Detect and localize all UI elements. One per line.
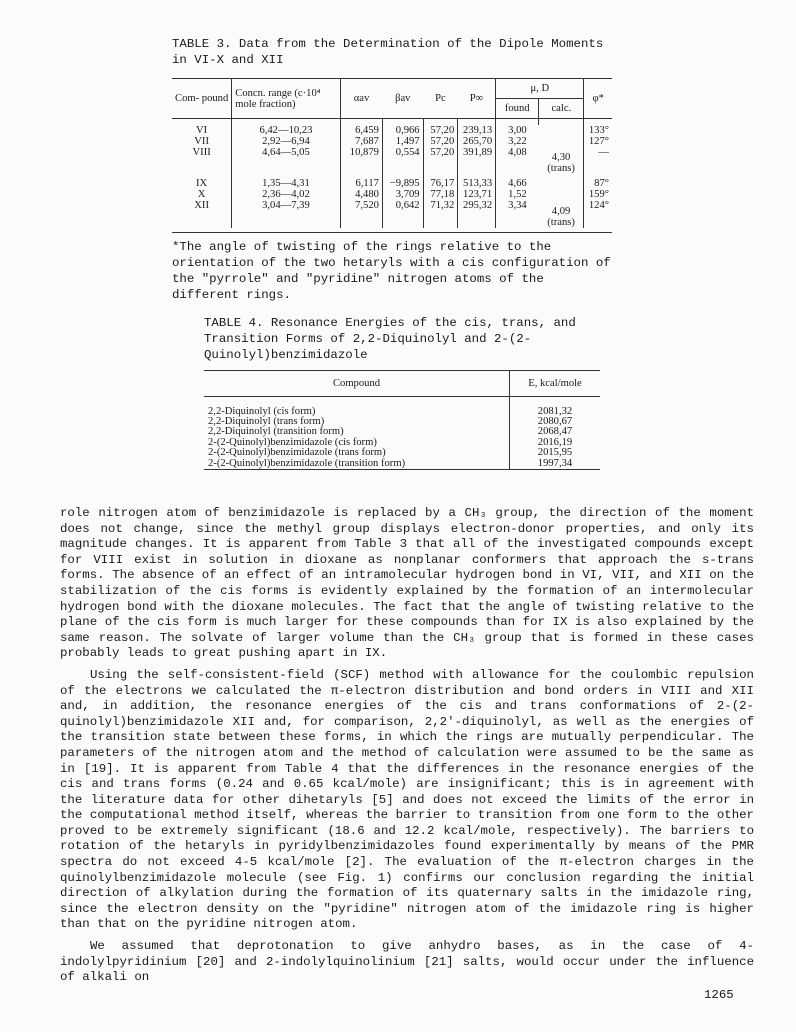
table3-row (172, 200, 612, 228)
table3-cell-pinf: 295,32 (458, 200, 496, 228)
table3-cell-beta: 1,497 (382, 136, 423, 147)
table3-cell-alpha: 6,117 (355, 177, 379, 189)
table3-cell-pinf: 391,89 (458, 147, 496, 174)
table3-cell-beta: 0,554 (382, 147, 423, 174)
table3-row (172, 136, 612, 147)
table3-cell-found: 3,22 (496, 136, 539, 147)
table3-cell-found: 4,08 (496, 147, 539, 174)
table3-footnote: *The angle of twisting of the rings relative to the orientation of the two hetaryls with a cis configuration of the "pyrrole" and "pyridine" nitrogen atoms of the different rings. (172, 240, 611, 302)
table3-head-mu: μ, D (496, 79, 584, 99)
table4-cell-energy: 2080,67 (510, 417, 601, 427)
table3-cell-beta: 3,709 (382, 189, 423, 200)
table3-cell-calc (539, 178, 584, 189)
table4-head-compound: Compound (204, 371, 510, 397)
table3-cell-calc: 4,09 (trans) (547, 205, 575, 228)
body-text (60, 506, 754, 992)
table3 (172, 78, 612, 228)
table3-cell-concn: 3,04—7,39 (232, 200, 340, 228)
table4-cell-energy: 2081,32 (510, 407, 601, 417)
table3-head-alpha: αav (340, 79, 382, 119)
table3-cell-beta: 0,966 (382, 125, 423, 136)
table3-cell-pinf: 265,70 (458, 136, 496, 147)
table4-row (204, 459, 600, 470)
table3-cell-alpha: 4,480 (355, 188, 379, 200)
table3-cell-alpha: 6,459 (355, 124, 379, 136)
table4-cell-energy: 2068,47 (510, 427, 601, 437)
table3-head-compound: Com- pound (172, 79, 232, 119)
table4-cell-compound: 2,2-Diquinolyl (cis form) (208, 405, 316, 417)
table3-cell-phi: 159° (584, 189, 612, 200)
table3-head-concn: Concn. range (c·10⁴ mole fraction) (232, 79, 340, 119)
table3-cell-phi: 127° (584, 136, 612, 147)
table4-cell-energy: 2015,95 (510, 448, 601, 458)
table3-head-pc: Pc (423, 79, 458, 119)
table3-cell-concn: 2,92—6,94 (232, 136, 340, 147)
table3-head-pinf: P∞ (458, 79, 496, 119)
table3-row (172, 178, 612, 189)
table3-cell-compound: VI (172, 125, 232, 136)
table3-row (172, 189, 612, 200)
table4-cell-energy: 2016,19 (510, 438, 601, 448)
table3-cell-pc: 57,20 (423, 125, 458, 136)
table3-row (172, 147, 612, 174)
table3-cell-beta: −9,895 (382, 178, 423, 189)
table3-cell-found: 3,34 (496, 200, 539, 228)
table3-cell-concn: 2,36—4,02 (232, 189, 340, 200)
table3-cell-phi: 133° (584, 125, 612, 136)
table3-head-calc: calc. (539, 99, 584, 119)
table3-cell-compound: XII (172, 200, 232, 228)
table3-cell-calc: 4,30 (trans) (547, 151, 575, 174)
table3-cell-phi: 124° (584, 200, 612, 228)
paragraph: We assumed that deprotonation to give anhydro bases, as in the case of 4-indolylpyridinium [20] and 2-indolylquinolinium [21] salts, would occur under the influence of alkali on (60, 939, 754, 985)
paragraph: Using the self-consistent-field (SCF) method with allowance for the coulombic repulsion of the electrons we calculated the π-electron distribution and bond orders in VIII and XII and, in addition, the resonance energies of the cis and trans conformations of 2-(2-quinolyl)benzimidazole XII and, for comparison, 2,2'-diquinolyl, as well as the energies of the transition state between these forms, in which the rings are mutually perpendicular. The parameters of the nitrogen atom and the method of calculation were assumed to be the same as in [19]. It is apparent from Table 4 that the differences in the resonance energies of the cis and trans forms (0.24 and 0.65 kcal/mole) are insignificant; this is in agreement with the literature data for other dihetaryls [5] and does not exceed the limits of the error in the computational method itself, whereas the barrier to transition from one form to the other proved to be extremely significant (18.6 and 12.2 kcal/mole, respectively). The barriers to rotation of the hetaryls in pyridylbenzimidazoles found experimentally by means of the PMR spectra do not exceed 4-5 kcal/mole [2]. The evaluation of the π-electron charges in the quinolylbenzimidazole molecule (see Fig. 1) confirms our conclusion regarding the initial direction of alkylation during the formation of its quaternary salts in the imidazole ring, since the electron density on the "pyridine" nitrogen atom of the imidazole ring is higher than that on the pyridine nitrogen atom. (60, 667, 754, 932)
table4-cell-compound: 2,2-Diquinolyl (transition form) (208, 426, 344, 438)
table3-cell-calc (539, 189, 584, 200)
table3-cell-pc: 57,20 (423, 136, 458, 147)
table3-cell-pc: 71,32 (423, 200, 458, 228)
page-number: 1265 (704, 988, 734, 1002)
table3-cell-pinf: 239,13 (458, 125, 496, 136)
table3-cell-concn: 6,42—10,23 (232, 125, 340, 136)
table3-cell-calc (539, 136, 584, 147)
table4-head-energy: E, kcal/mole (510, 371, 601, 397)
table3-cell-beta: 0,642 (382, 200, 423, 228)
table3-bottom-rule (172, 232, 612, 233)
table3-cell-pc: 76,17 (423, 178, 458, 189)
table3-cell-compound: VIII (172, 147, 232, 174)
table3-head-beta: βav (382, 79, 423, 119)
table3-cell-compound: VII (172, 136, 232, 147)
table4-cell-compound: 2-(2-Quinolyl)benzimidazole (cis form) (208, 436, 377, 448)
table3-cell-pinf: 513,33 (458, 178, 496, 189)
table3-cell-alpha: 7,687 (355, 135, 379, 147)
table3-cell-calc (539, 125, 584, 136)
table3-caption: TABLE 3. Data from the Determination of the Dipole Moments in VI-X and XII (172, 37, 604, 67)
table3-cell-phi: 87° (584, 178, 612, 189)
table4-cell-compound: 2-(2-Quinolyl)benzimidazole (transition form) (204, 459, 510, 470)
table3-cell-concn: 1,35—4,31 (232, 178, 340, 189)
table3-row (172, 125, 612, 136)
table3-cell-concn: 4,64—5,05 (232, 147, 340, 174)
table3-cell-alpha: 7,520 (355, 199, 379, 211)
table3-cell-found: 4,66 (496, 178, 539, 189)
table3-head-phi: φ* (584, 79, 612, 119)
table3-cell-pc: 57,20 (423, 147, 458, 174)
table3-cell-pinf: 123,71 (458, 189, 496, 200)
table3-head-found: found (496, 99, 539, 119)
table3-cell-pc: 77,18 (423, 189, 458, 200)
table4 (204, 370, 600, 470)
table3-cell-compound: X (172, 189, 232, 200)
table4-caption: TABLE 4. Resonance Energies of the cis, trans, and Transition Forms of 2,2-Diquinolyl and 2-(2-Quinolyl)benzimidazole (204, 316, 576, 362)
paragraph: role nitrogen atom of benzimidazole is replaced by a CH₃ group, the direction of the moment does not change, since the methyl group displays electron-donor properties, and only its magnitude changes. It is apparent from Table 3 that all of the investigated compounds except for VIII exist in solution in dioxane as nonplanar conformers that approach the s-trans forms. The absence of an effect of an intramolecular hydrogen bond in VI, VII, and XII on the stabilization of the cis forms is evidently explained by the formation of an intermolecular hydrogen bond with the dioxane molecules. The fact that the angle of twisting relative to the plane of the cis form is much larger for these compounds than for IX is also explained by the same reason. The solvate of larger volume than the CH₃ group that is formed in these cases probably leads to great pushing apart in IX. (60, 506, 754, 661)
table3-cell-found: 1,52 (496, 189, 539, 200)
table4-cell-compound: 2-(2-Quinolyl)benzimidazole (trans form) (208, 447, 386, 459)
table3-cell-found: 3,00 (496, 125, 539, 136)
table4-row (204, 448, 600, 458)
table4-cell-energy: 1997,34 (510, 459, 601, 470)
table4-cell-compound: 2,2-Diquinolyl (trans form) (208, 415, 325, 427)
table3-cell-alpha: 10,879 (349, 146, 379, 158)
table3-cell-phi: — (584, 147, 612, 174)
table3-cell-compound: IX (172, 178, 232, 189)
